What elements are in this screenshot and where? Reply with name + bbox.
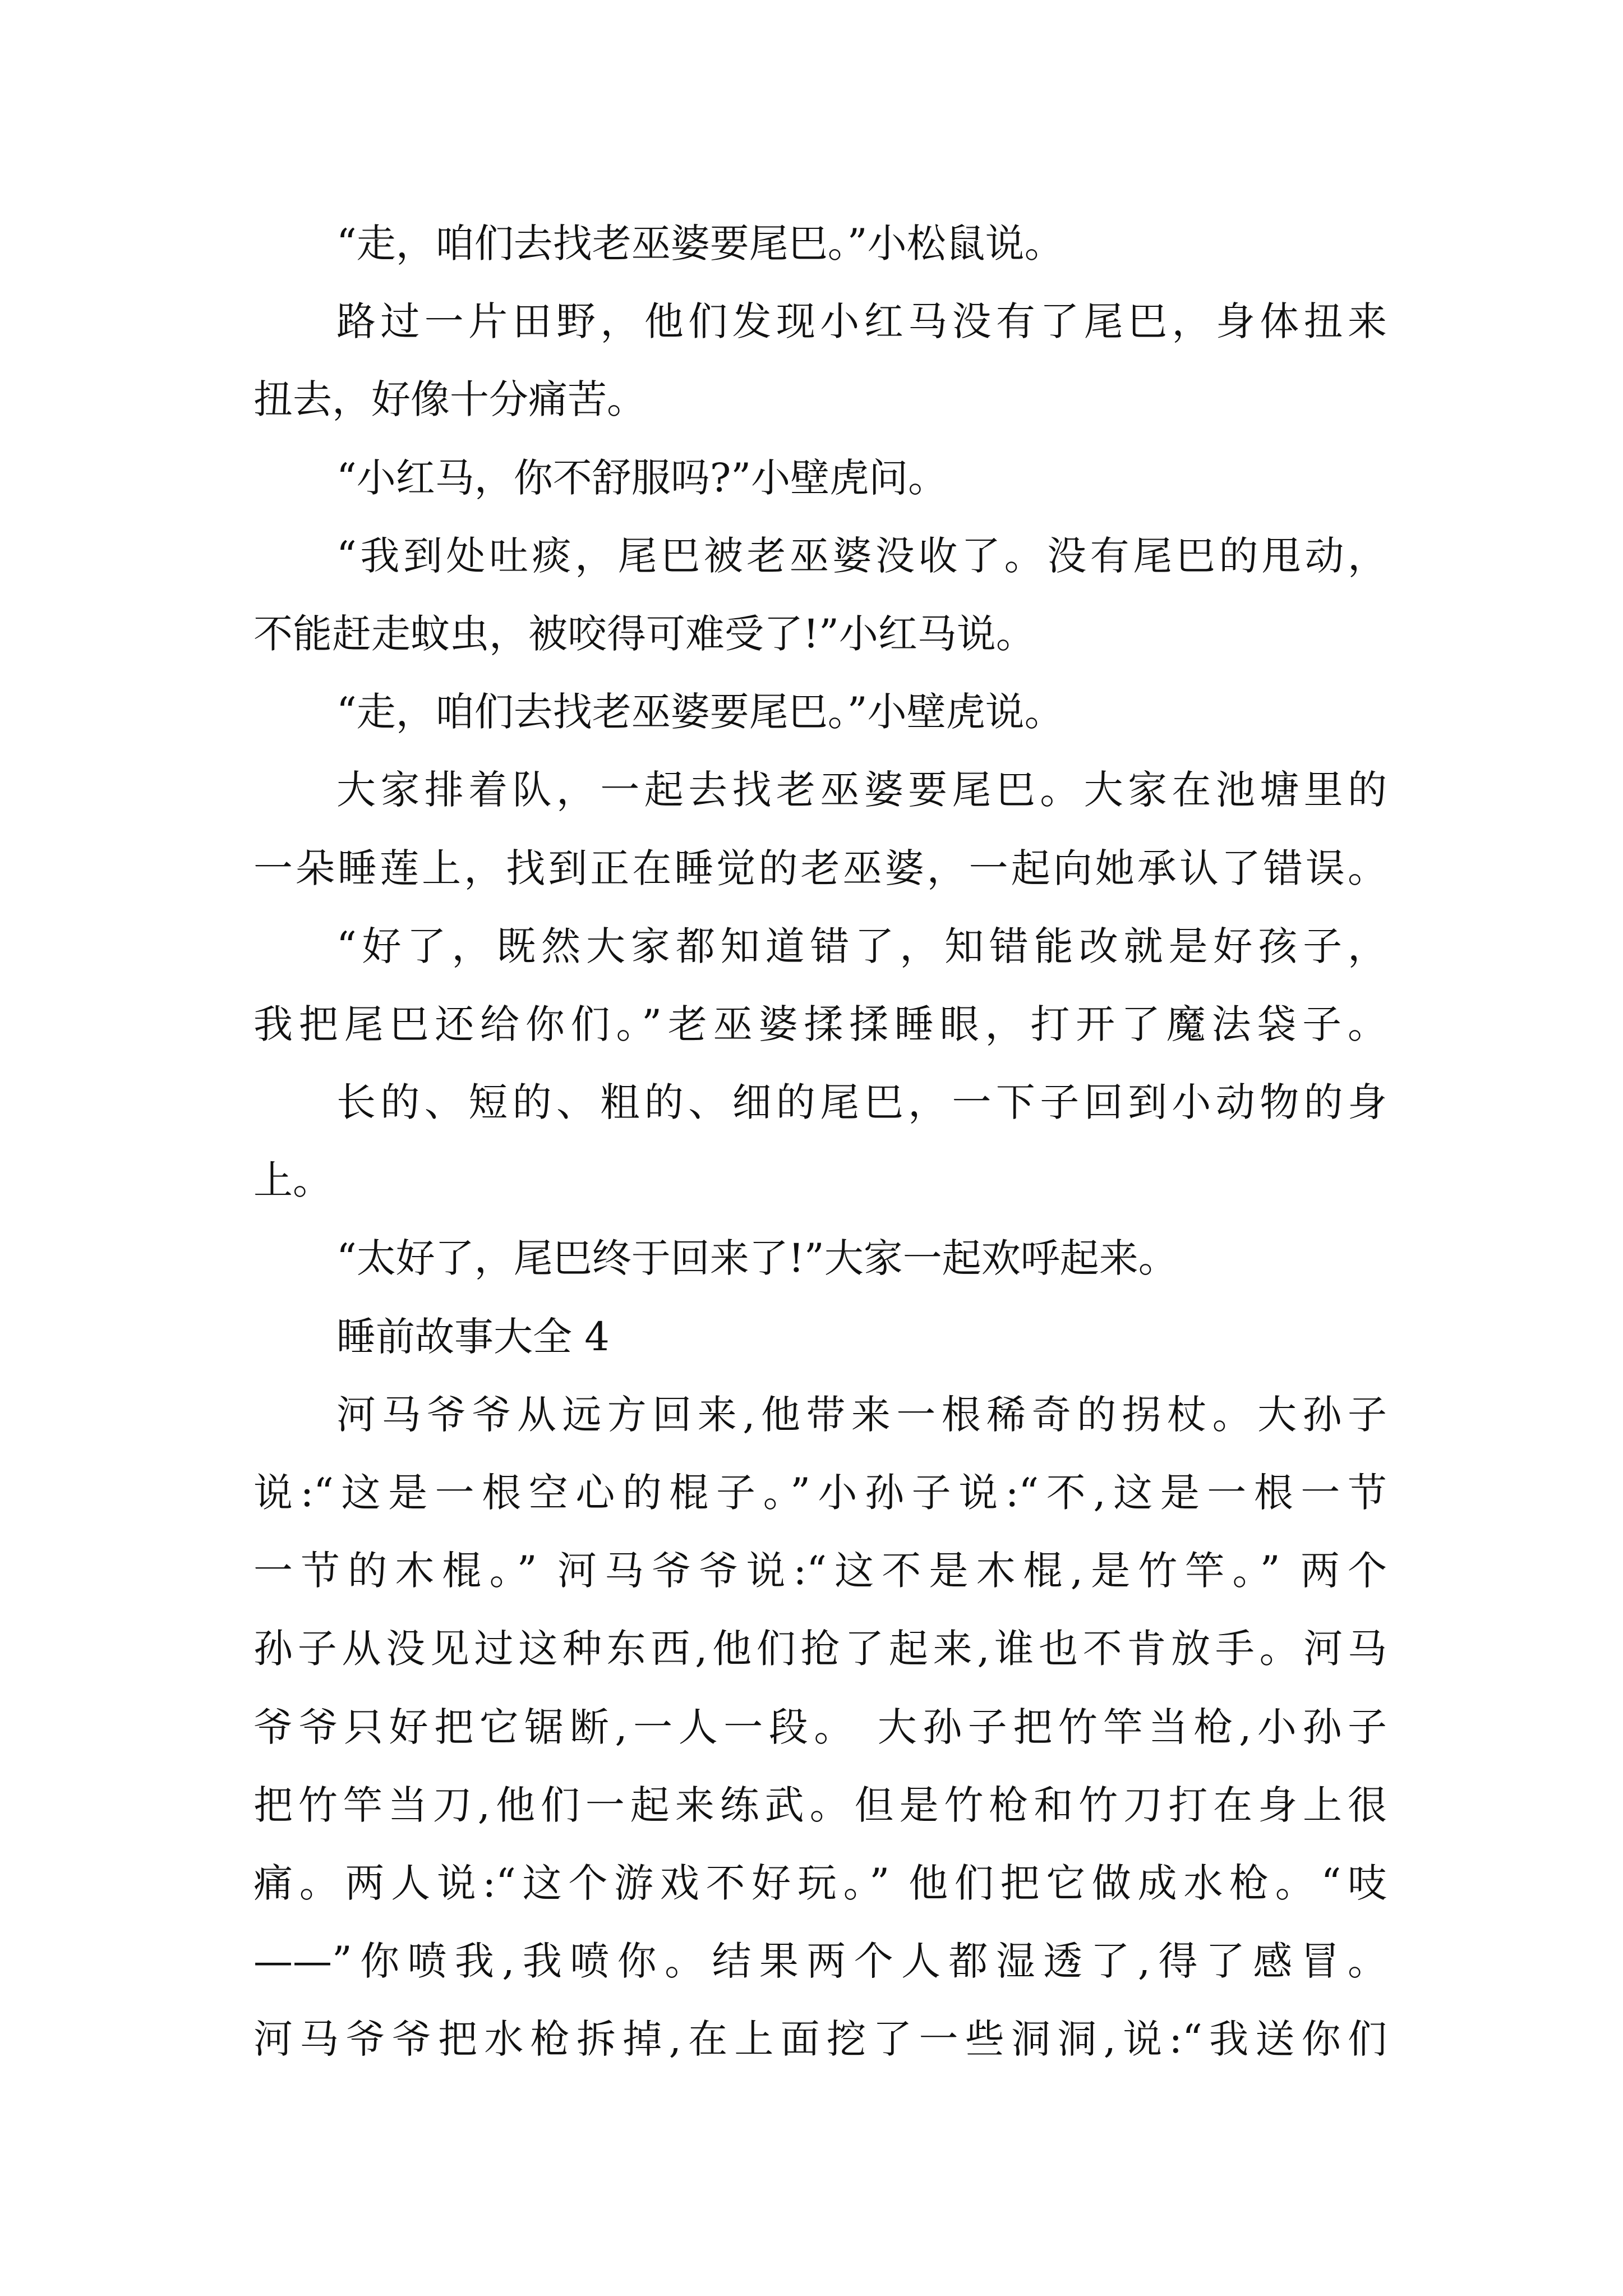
text-line: 孙子从没见过这种东西,他们抢了起来,谁也不肯放手。河马 bbox=[253, 1626, 1387, 1672]
text-line: “好了，既然大家都知道错了，知错能改就是好孩子， bbox=[336, 923, 1387, 969]
text-line: “我到处吐痰，尾巴被老巫婆没收了。没有尾巴的甩动， bbox=[336, 532, 1387, 579]
text-line: “走，咱们去找老巫婆要尾巴。”小松鼠说。 bbox=[336, 220, 1064, 266]
text-line: 一节的木棍。” 河马爷爷说:“这不是木棍,是竹竿。” 两个 bbox=[253, 1548, 1387, 1594]
text-line: 把竹竿当刀,他们一起来练武。但是竹枪和竹刀打在身上很 bbox=[253, 1782, 1387, 1828]
text-line: 河马爷爷从远方回来,他带来一根稀奇的拐杖。大孙子 bbox=[336, 1391, 1387, 1438]
text-line: “太好了，尾巴终于回来了!”大家一起欢呼起来。 bbox=[336, 1235, 1178, 1282]
text-line: 上。 bbox=[253, 1157, 332, 1204]
text-line: “小红马，你不舒服吗?”小壁虎问。 bbox=[336, 454, 948, 501]
text-line: 大家排着队，一起去找老巫婆要尾巴。大家在池塘里的 bbox=[336, 767, 1387, 813]
text-line: 不能赶走蚊虫，被咬得可难受了!”小红马说。 bbox=[253, 610, 1035, 657]
text-line: 我把尾巴还给你们。”老巫婆揉揉睡眼，打开了魔法袋子。 bbox=[253, 1001, 1387, 1047]
text-line: 痛。两人说:“这个游戏不好玩。” 他们把它做成水枪。“吱 bbox=[253, 1860, 1387, 1906]
section-heading: 睡前故事大全 4 bbox=[336, 1313, 610, 1360]
text-line: 路过一片田野，他们发现小红马没有了尾巴，身体扭来 bbox=[336, 298, 1387, 345]
text-line: 爷爷只好把它锯断,一人一段。 大孙子把竹竿当枪,小孙子 bbox=[253, 1704, 1387, 1750]
text-line: 扭去，好像十分痛苦。 bbox=[253, 376, 646, 423]
text-line: ——”你喷我,我喷你。结果两个人都湿透了,得了感冒。 bbox=[253, 1938, 1387, 1985]
text-line: 一朵睡莲上，找到正在睡觉的老巫婆，一起向她承认了错误。 bbox=[253, 845, 1387, 891]
document-body bbox=[253, 205, 1387, 2079]
text-line: 长的、短的、粗的、细的尾巴，一下子回到小动物的身 bbox=[336, 1079, 1387, 1126]
text-line: 说:“这是一根空心的棍子。”小孙子说:“不,这是一根一节 bbox=[253, 1470, 1387, 1516]
text-line: 河马爷爷把水枪拆掉,在上面挖了一些洞洞,说:“我送你们 bbox=[253, 2016, 1387, 2063]
text-line: “走，咱们去找老巫婆要尾巴。”小壁虎说。 bbox=[336, 689, 1064, 735]
